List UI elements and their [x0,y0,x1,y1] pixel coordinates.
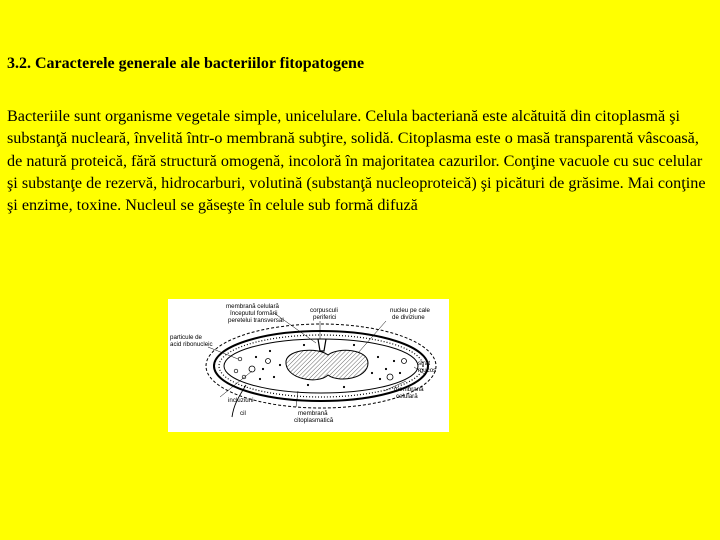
label-corpuscles: corpusculi [310,307,338,314]
label-cell-membrane: membrană celulară [226,303,279,310]
label-nucleus-2: de diviziune [392,314,425,321]
label-septum-start: începutul formării [230,310,278,317]
label-peripheral: periferici [313,314,337,321]
bacterial-cell-diagram [168,299,449,432]
label-membrane-2: membrană [394,386,424,393]
label-particles-1: particule de [170,334,202,341]
label-nucleus-1: nucleu pe cale [390,307,430,314]
label-cyto-membrane: membrană [298,410,328,417]
label-cytoplasmic: citoplasmatică [294,417,334,424]
label-mucous: mucos [418,367,437,374]
section-heading: 3.2. Caracterele generale ale bacteriilor fitopatogene [7,55,365,72]
label-layer: strat [418,360,431,367]
label-transverse-wall: peretelui transversal [228,317,284,324]
body-paragraph: Bacteriile sunt organisme vegetale simple, unicelulare. Celula bacteriană este alcătuită din citoplasmă şi substanţă nucleară, învelită într-o membrană subţire, solidă. Citoplasma este o masă transparentă vâscoasă, de natură proteică, fără structură omogenă, incoloră în majoritatea cazurilor. Conţine vacuole cu suc celular şi substanţe de rezervă, hidrocarburi, volutină (substanţă nucleoproteică) şi picături de grăsime. Mai conţine şi enzime, toxine. Nucleul se găseşte în celule sub formă difuză [7,107,706,215]
label-cilium: cil [240,410,246,417]
label-inclusions: incluziuni [228,397,254,404]
cell-diagram-svg [168,299,449,432]
label-cellular-2: celulară [396,393,418,400]
dividing-nucleus [286,350,368,380]
label-particles-2: acid ribonucleic [170,341,213,348]
